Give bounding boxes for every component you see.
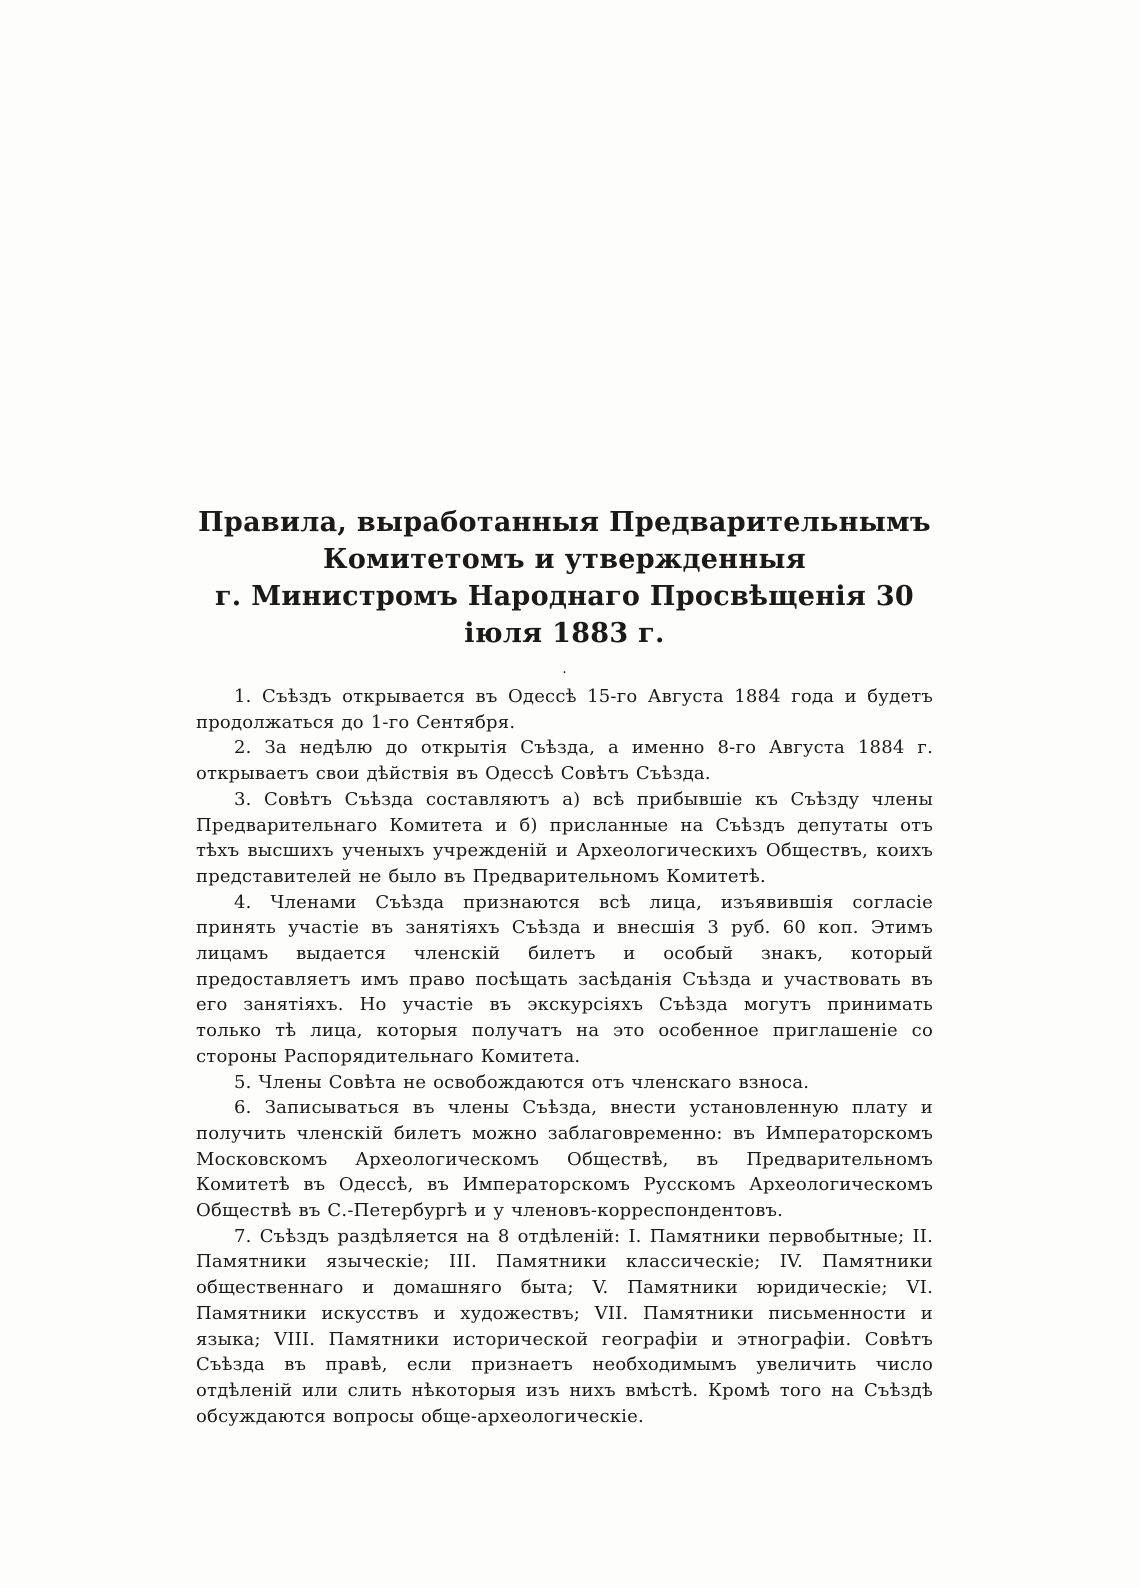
paragraph-2: 2. За недѣлю до открытія Съѣзда, а именно 8-го Августа 1884 г. открываетъ свои дѣйствія въ Одессѣ Совѣтъ Съѣзда. — [196, 737, 933, 785]
paragraph-5: 5. Члены Совѣта не освобождаются отъ членскаго взноса. — [234, 1071, 810, 1093]
paragraph-6: 6. Записываться въ члены Съѣзда, внести установленную плату и получить членскій билетъ можно заблаговременно: въ Императорскомъ Московскомъ Археологическомъ Обществѣ, въ Предварительномъ Комитетѣ въ Одессѣ, въ Императорскомъ Русскомъ Археологическомъ Обществѣ въ С.-Петербургѣ и у членовъ-корреспондентовъ. — [196, 1097, 933, 1222]
title-mark: . — [562, 661, 567, 677]
paragraph-7: 7. Съѣздъ раздѣляется на 8 отдѣленій: I. Памятники первобытные; II. Памятники языческіе; III. Памятники классическіе; IV. Памятники общественнаго и домашняго быта; V. Памятники юридическіе; VI. Памятники искусствъ и художествъ; VII. Памятники письменности и языка; VIII. Памятники исторической географіи и этнографіи. Совѣтъ Съѣзда въ правѣ, если признаетъ необходимымъ увеличить число отдѣленій или слить нѣкоторыя изъ нихъ вмѣстѣ. Кромѣ того на Съѣздѣ обсуждаются вопросы обще-археологическіе. — [196, 1225, 933, 1427]
page-title-line-2: г. Министромъ Народнаго Просвѣщенія 30 іюля 1883 г. — [214, 581, 915, 649]
paragraph-1: 1. Съѣздъ открывается въ Одессѣ 15-го Августа 1884 года и будетъ продолжаться до 1-го Сентября. — [196, 686, 933, 733]
paragraph-4: 4. Членами Съѣзда признаются всѣ лица, изъявившія согласіе принять участіе въ занятіяхъ Съѣзда и внесшія 3 руб. 60 коп. Этимъ лицамъ выдается членскій билетъ и особый знакъ, который предоставляетъ имъ право посѣщать засѣданія Съѣзда и участвовать въ его занятіяхъ. Но участіе въ экскурсіяхъ Съѣзда могутъ принимать только тѣ лица, которыя получатъ на это особенное приглашеніе со стороны Распорядительнаго Комитета. — [196, 891, 933, 1067]
page-title — [196, 504, 933, 652]
page-title-line-1: Правила, выработанныя Предварительнымъ Комитетомъ и утвержденныя — [198, 507, 931, 575]
text-block — [196, 504, 933, 1429]
body-text — [196, 684, 933, 1429]
paragraph-3: 3. Совѣтъ Съѣзда составляютъ а) всѣ прибывшіе къ Съѣзду члены Предварительнаго Комитета и б) присланные на Съѣздъ депутаты отъ тѣхъ высшихъ ученыхъ учрежденій и Археологическихъ Обществъ, коихъ представителей не было въ Предварительномъ Комитетѣ. — [196, 788, 933, 887]
